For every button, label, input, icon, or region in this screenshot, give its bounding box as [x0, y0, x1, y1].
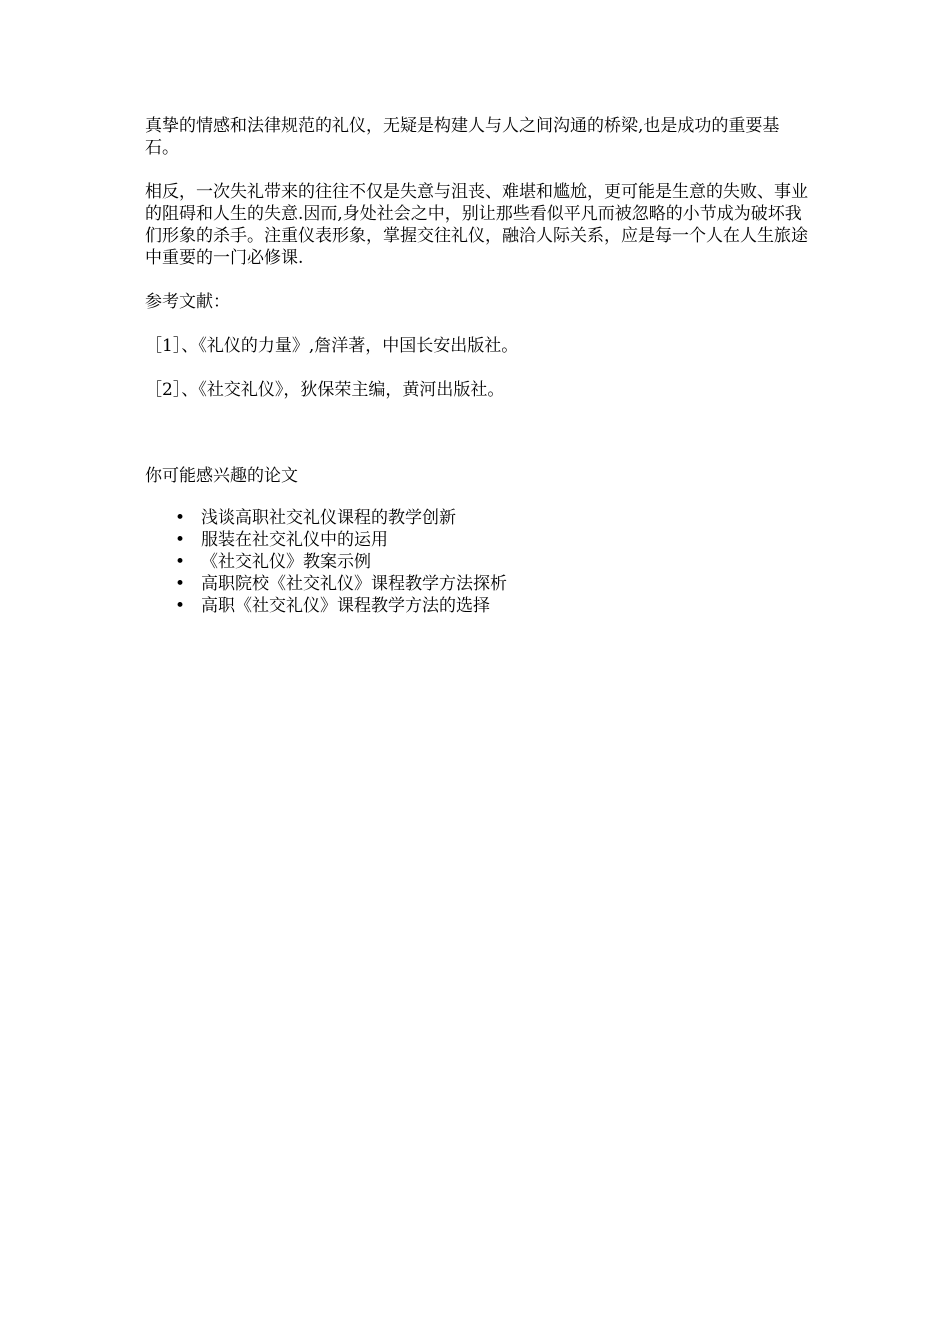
bullet-icon: •: [174, 552, 186, 572]
document-page: [145, 115, 810, 617]
related-papers-list: [145, 507, 810, 617]
related-paper-link[interactable]: [174, 595, 810, 617]
related-paper-title[interactable]: 高职院校《社交礼仪》课程教学方法探析: [201, 574, 507, 594]
bullet-icon: •: [174, 596, 186, 616]
bullet-icon: •: [174, 508, 186, 528]
related-paper-title[interactable]: 高职《社交礼仪》课程教学方法的选择: [201, 596, 490, 616]
related-paper-link[interactable]: [174, 551, 810, 573]
related-papers-heading: 你可能感兴趣的论文: [145, 466, 298, 486]
reference-item: ［1］、《礼仪的力量》,詹洋著，中国长安出版社。: [145, 336, 519, 356]
related-paper-title[interactable]: 《社交礼仪》教案示例: [201, 552, 371, 572]
references-heading: 参考文献：: [145, 292, 230, 312]
related-paper-link[interactable]: [174, 507, 810, 529]
related-paper-link[interactable]: [174, 573, 810, 595]
reference-item: ［2］、《社交礼仪》，狄保荣主编，黄河出版社。: [145, 380, 505, 400]
bullet-icon: •: [174, 530, 186, 550]
related-paper-title[interactable]: 浅谈高职社交礼仪课程的教学创新: [201, 508, 456, 528]
body-paragraph: 相反，一次失礼带来的往往不仅是失意与沮丧、难堪和尴尬，更可能是生意的失败、事业的阻碍和人生的失意.因而,身处社会之中，别让那些看似平凡而被忽略的小节成为破坏我们形象的杀手。注重仪表形象，掌握交往礼仪，融洽人际关系，应是每一个人在人生旅途中重要的一门必修课.: [145, 182, 808, 268]
related-paper-link[interactable]: [174, 529, 810, 551]
body-paragraph: 真挚的情感和法律规范的礼仪，无疑是构建人与人之间沟通的桥梁,也是成功的重要基石。: [145, 116, 780, 158]
related-paper-title[interactable]: 服装在社交礼仪中的运用: [201, 530, 388, 550]
bullet-icon: •: [174, 574, 186, 594]
